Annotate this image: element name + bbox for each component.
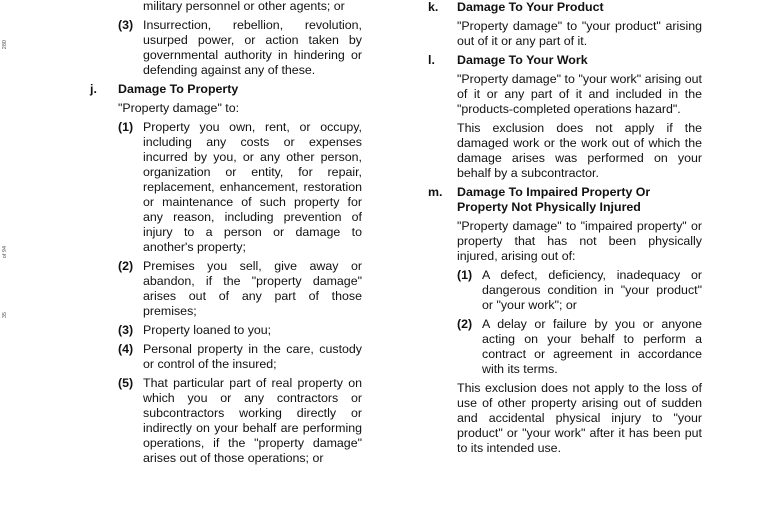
section-text: "Property damage" to "impaired property" or property that has not been physically injured, arising out of: [457, 219, 702, 263]
item-number: (3) [118, 18, 134, 32]
continued-item-text: military personnel or other agents; or [143, 0, 345, 13]
section-letter: k. [428, 0, 439, 14]
list-item [457, 317, 702, 377]
section-letter: j. [90, 82, 97, 96]
item-number: (1) [118, 120, 134, 134]
section-text: "Property damage" to "your product" arising out of it or any part of it. [457, 19, 702, 48]
section-heading: Damage To Your Product [457, 0, 604, 14]
section-heading: Damage To Property [118, 82, 239, 96]
item-number: (1) [457, 268, 473, 282]
item-text: Premises you sell, give away or abandon, if the "property damage" arises out of any part of those premises; [143, 259, 362, 318]
item-number: (2) [118, 259, 134, 273]
list-item [118, 376, 362, 466]
margin-note-number: 35 [2, 312, 8, 319]
section-intro: "Property damage" to: [118, 101, 240, 115]
item-text: Property you own, rent, or occupy, including any costs or expenses incurred by you, or any other person, organization or entity, for repair, replacement, enhancement, restoration or maintenance of such property for any reason, including prevention of injury to a person or damage to another's property; [143, 120, 362, 254]
list-item [118, 323, 362, 338]
item-text: Property loaned to you; [143, 323, 272, 337]
section-l [428, 53, 702, 181]
item-number: (4) [118, 342, 134, 356]
section-j-items [118, 120, 362, 466]
section-text: "Property damage" to "your work" arising out of it or any part of it and included in the "products-completed operations hazard". [457, 72, 702, 116]
list-item [118, 342, 362, 372]
item-number: (2) [457, 317, 473, 331]
item-text: A delay or failure by you or anyone acting on your behalf to perform a contract or agreement in accordance with its terms. [482, 317, 702, 376]
left-column [90, 0, 362, 470]
section-exception: This exclusion does not apply if the damaged work or the work out of which the damage arises was performed on your behalf by a subcontractor. [457, 121, 702, 180]
list-item [118, 259, 362, 319]
item-text: Personal property in the care, custody or control of the insured; [143, 342, 362, 371]
item-text: A defect, deficiency, inadequacy or dangerous condition in "your product" or "your work"; or [482, 268, 702, 312]
margin-note-page-count: of 94 [2, 246, 8, 259]
list-item [118, 120, 362, 255]
section-letter: m. [428, 185, 443, 199]
list-item [457, 268, 702, 313]
item-3-insurrection [118, 18, 362, 78]
section-k [428, 0, 702, 49]
item-text: That particular part of real property on which you or any contractors or subcontractors working directly or indirectly on your behalf are performing operations, if the "property damage" arises out of those operations; or [143, 376, 362, 465]
right-column [428, 0, 702, 460]
item-number: (3) [118, 323, 134, 337]
section-heading: Damage To Impaired Property Or Property Not Physically Injured [457, 185, 651, 214]
item-text: Insurrection, rebellion, revolution, usurped power, or action taken by governmental authority in hindering or defending against any of these. [143, 18, 362, 77]
section-exception: This exclusion does not apply to the loss of use of other property arising out of sudden and accidental physical injury to "your product" or "your work" after it has been put to its intended use. [457, 381, 702, 455]
margin-note-top: 280 [2, 40, 8, 50]
item-number: (5) [118, 376, 134, 390]
section-heading: Damage To Your Work [457, 53, 588, 67]
section-letter: l. [428, 53, 435, 67]
section-j [90, 82, 362, 466]
section-m-items [457, 268, 702, 377]
section-m [428, 185, 702, 456]
